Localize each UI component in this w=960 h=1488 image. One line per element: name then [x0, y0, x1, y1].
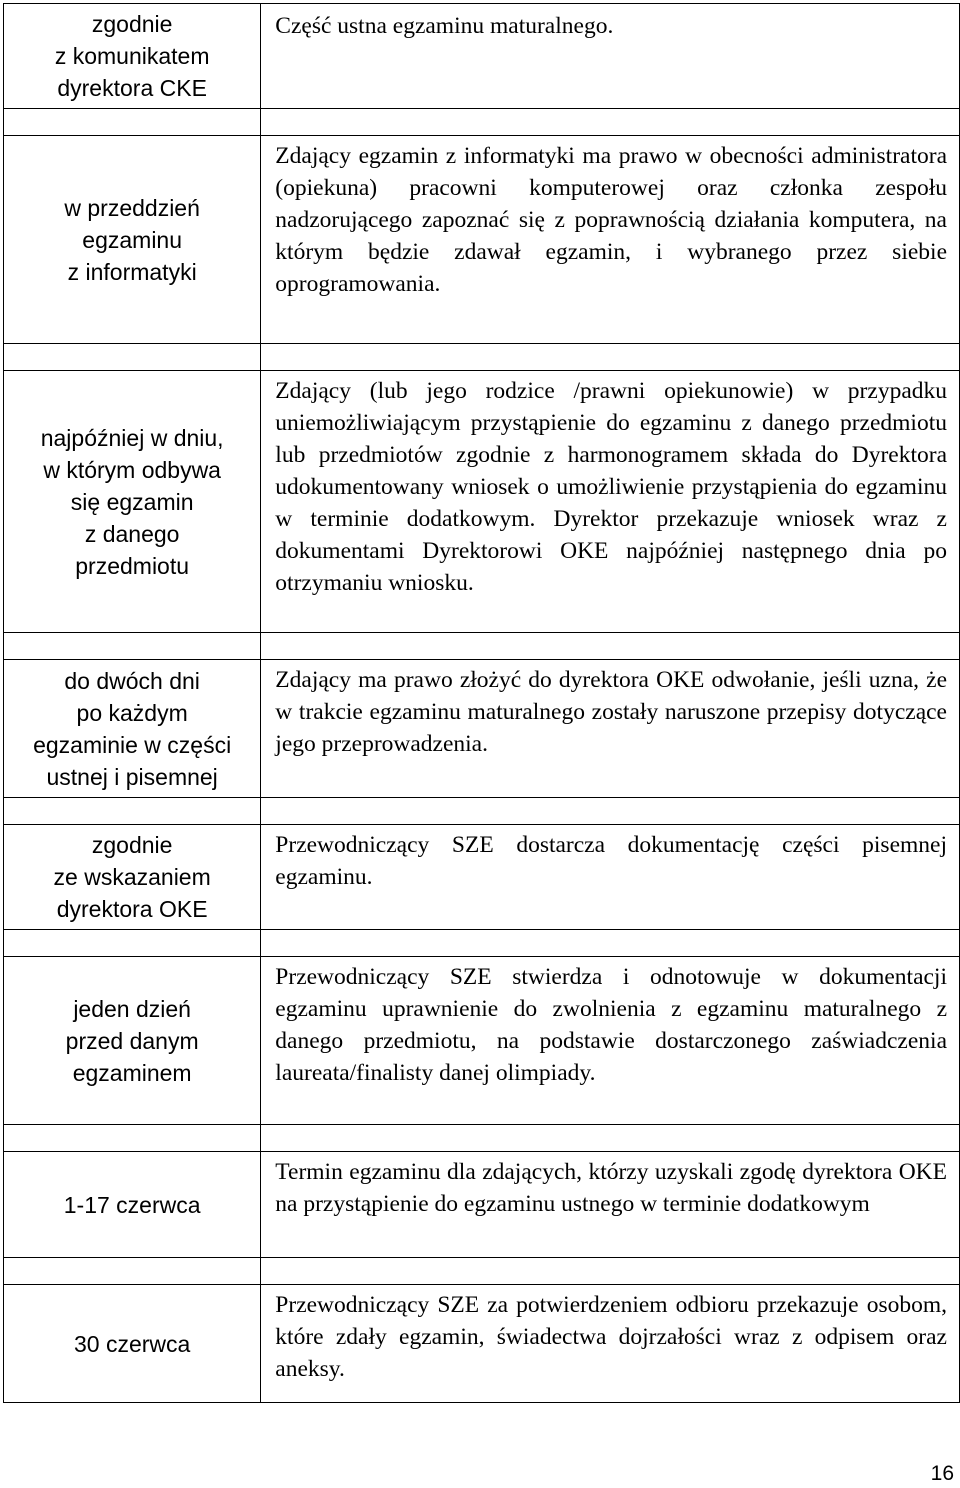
schedule-row: [4, 371, 960, 633]
date-line: zgodnie: [91, 832, 173, 858]
date-line: 1-17 czerwca: [63, 1191, 201, 1218]
date-line: z danego: [84, 520, 180, 547]
description-cell: Zdający (lub jego rodzice /prawni opiekunowie) w przypadku uniemożliwiającym przystąpienie do egzaminu z danego przedmiotu lub przedmiotów zgodnie z harmonogramem składa do Dyrektora udokumentowany wniosek o umożliwienie przystąpienia do egzaminu w terminie dodatkowym. Dyrektor przekazuje wniosek wraz z dokumentami Dyrektorowi OKE najpóźniej następnego dnia po otrzymaniu wniosku.: [261, 371, 960, 633]
date-cell: [4, 371, 261, 633]
date-line: przed danym: [65, 1027, 199, 1054]
date-line: przedmiotu: [75, 552, 190, 579]
schedule-row: [4, 1285, 960, 1403]
date-cell: [4, 4, 261, 109]
date-cell: [4, 957, 261, 1125]
date-line: w przeddzień: [64, 194, 200, 221]
date-line: egzaminu: [82, 226, 183, 253]
row-spacer: [4, 930, 960, 957]
date-line: ustnej i pisemnej: [46, 763, 218, 790]
date-line: ze wskazaniem: [53, 864, 211, 890]
date-line: dyrektora CKE: [57, 75, 207, 101]
description-cell: Termin egzaminu dla zdających, którzy uzyskali zgodę dyrektora OKE na przystąpienie do egzaminu ustnego w terminie dodatkowym: [261, 1152, 960, 1258]
schedule-row: [4, 825, 960, 930]
date-line: po każdym: [76, 699, 188, 726]
date-line: dyrektora OKE: [56, 896, 208, 922]
date-cell: [4, 1285, 261, 1403]
schedule-table: [3, 3, 960, 1403]
date-line: do dwóch dni: [64, 667, 200, 694]
schedule-row: [4, 957, 960, 1125]
date-cell: [4, 825, 261, 930]
date-line: z informatyki: [67, 258, 197, 285]
date-line: z komunikatem: [54, 43, 210, 69]
row-spacer: [4, 109, 960, 136]
description-cell: Część ustna egzaminu maturalnego.: [261, 4, 960, 109]
schedule-row: [4, 660, 960, 798]
date-line: najpóźniej w dniu,: [40, 424, 224, 451]
date-line: jeden dzień: [73, 995, 191, 1022]
date-cell: [4, 1152, 261, 1258]
row-spacer: [4, 1258, 960, 1285]
description-cell: Zdający egzamin z informatyki ma prawo w obecności administratora (opiekuna) pracowni komputerowej oraz członka zespołu nadzorującego zapoznać się z poprawnością działania komputera, na którym będzie zdawał egzamin, i wybranego przez siebie oprogramowania.: [261, 136, 960, 344]
schedule-row: [4, 1152, 960, 1258]
date-line: w którym odbywa: [43, 456, 221, 483]
description-cell: Przewodniczący SZE za potwierdzeniem odbioru przekazuje osobom, które zdały egzamin, świadectwa dojrzałości wraz z odpisem oraz aneksy.: [261, 1285, 960, 1403]
row-spacer: [4, 633, 960, 660]
row-spacer: [4, 1125, 960, 1152]
date-line: egzaminie w części: [33, 731, 232, 758]
date-cell: [4, 660, 261, 798]
description-cell: Przewodniczący SZE dostarcza dokumentację części pisemnej egzaminu.: [261, 825, 960, 930]
description-cell: Zdający ma prawo złożyć do dyrektora OKE odwołanie, jeśli uzna, że w trakcie egzaminu maturalnego zostały naruszone przepisy dotyczące jego przeprowadzenia.: [261, 660, 960, 798]
date-cell: [4, 136, 261, 344]
date-line: zgodnie: [91, 11, 173, 37]
page-number: 16: [930, 1462, 954, 1485]
schedule-row: [4, 136, 960, 344]
schedule-row: [4, 4, 960, 109]
row-spacer: [4, 344, 960, 371]
date-line: egzaminem: [72, 1059, 192, 1086]
row-spacer: [4, 798, 960, 825]
date-line: się egzamin: [70, 488, 194, 515]
description-cell: Przewodniczący SZE stwierdza i odnotowuje w dokumentacji egzaminu uprawnienie do zwolnienia z egzaminu maturalnego z danego przedmiotu, na podstawie dostarczonego zaświadczenia laureata/finalisty danej olimpiady.: [261, 957, 960, 1125]
date-line: 30 czerwca: [73, 1330, 191, 1357]
